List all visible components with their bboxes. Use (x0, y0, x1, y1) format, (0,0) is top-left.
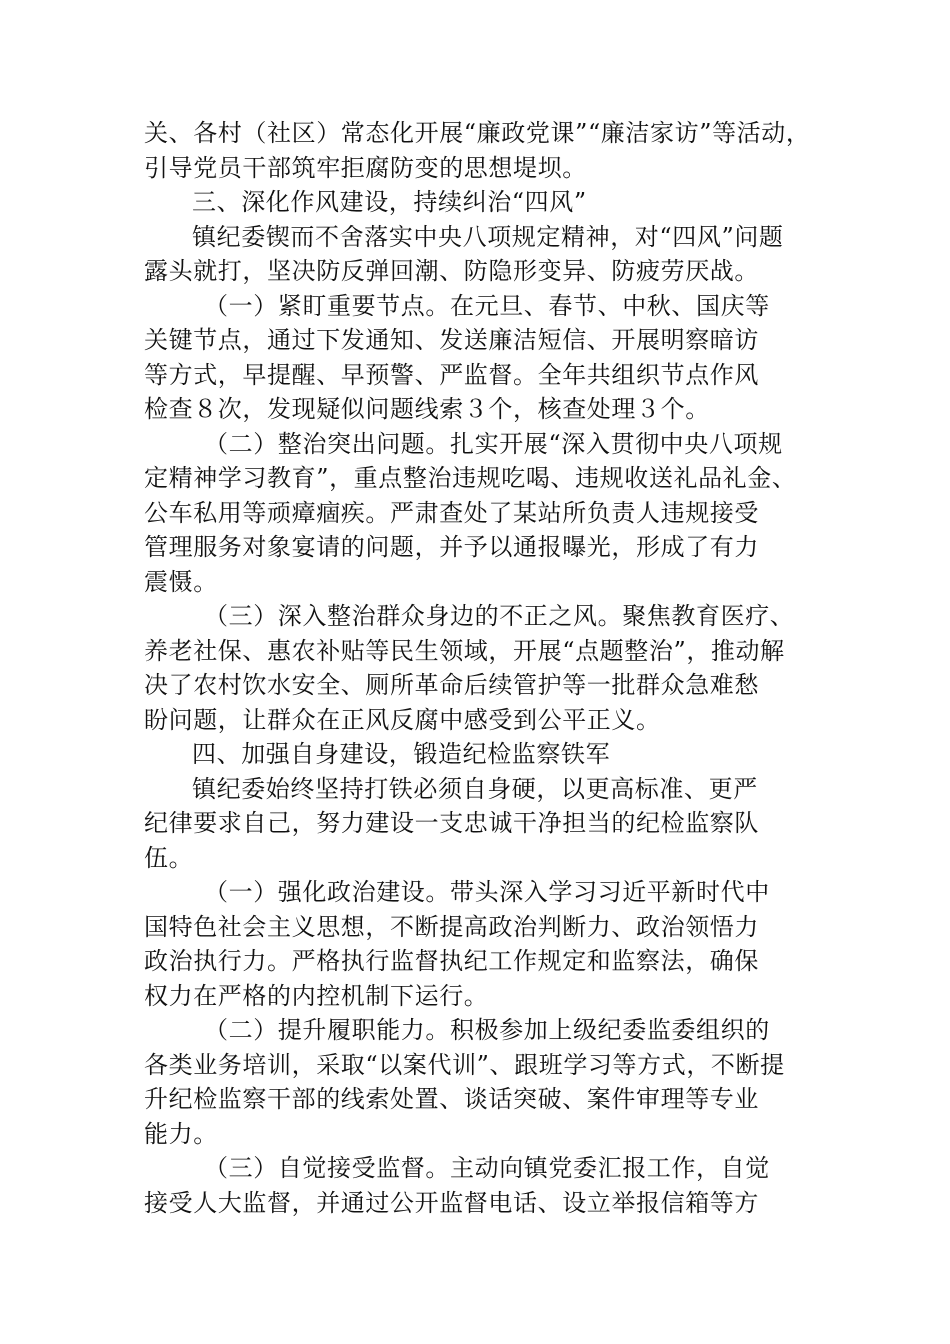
text-line: 关键节点，通过下发通知、发送廉洁短信、开展明察暗访 (144, 326, 759, 354)
text-line: 各类业务培训，采取“以案代训”、跟班学习等方式，不断提 (144, 1050, 785, 1079)
text-line: （三）深入整治群众身边的不正之风。聚焦教育医疗、 (204, 602, 795, 630)
text-line: （一）强化政治建设。带头深入学习习近平新时代中 (204, 878, 770, 906)
text-line: 政治执行力。严格执行监督执纪工作规定和监察法，确保 (144, 947, 759, 975)
text-line: 震慑。 (144, 567, 218, 596)
text-line: 接受人大监督，并通过公开监督电话、设立举报信箱等方 (144, 1188, 759, 1217)
text-line: 镇纪委锲而不舍落实中央八项规定精神，对“四风”问题 (192, 222, 784, 251)
text-line: 能力。 (144, 1119, 218, 1148)
text-line: 养老社保、惠农补贴等民生领域，开展“点题整治”，推动解 (144, 636, 785, 665)
text-line: 盼问题，让群众在正风反腐中感受到公平正义。 (144, 705, 661, 734)
document-page (144, 116, 834, 1220)
text-line: （三）自觉接受监督。主动向镇党委汇报工作，自觉 (204, 1154, 770, 1182)
text-line: 国特色社会主义思想，不断提高政治判断力、政治领悟力 (144, 912, 759, 941)
text-line: 纪律要求自己，努力建设一支忠诚干净担当的纪检监察队 (144, 809, 759, 837)
text-line: 决了农村饮水安全、厕所革命后续管护等一批群众急难愁 (144, 671, 759, 699)
text-line: 等方式，早提醒、早预警、严监督。全年共组织节点作风 (144, 360, 759, 389)
text-line: （二）整治突出问题。扎实开展“深入贯彻中央八项规 (204, 429, 783, 458)
text-line: 引导党员干部筑牢拒腐防变的思想堤坝。 (144, 153, 587, 182)
text-line: 管理服务对象宴请的问题，并予以通报曝光，形成了有力 (144, 533, 759, 561)
text-line: （一）紧盯重要节点。在元旦、春节、中秋、国庆等 (204, 291, 770, 320)
text-line: 检查８次，发现疑似问题线索３个，核查处理３个。 (144, 395, 710, 423)
text-line: 关、各村（社区）常态化开展“廉政党课”“廉洁家访”等活动， (144, 119, 811, 147)
text-line: 权力在严格的内控机制下运行。 (144, 981, 489, 1010)
text-line: 露头就打，坚决防反弹回潮、防隐形变异、防疲劳厌战。 (144, 257, 759, 285)
text-line: 公车私用等顽瘴痼疾。严肃查处了某站所负责人违规接受 (144, 498, 759, 527)
text-line: 镇纪委始终坚持打铁必须自身硬，以更高标准、更严 (192, 774, 758, 803)
text-line: 定精神学习教育”，重点整治违规吃喝、违规收送礼品礼金、 (144, 464, 797, 492)
text-line: （二）提升履职能力。积极参加上级纪委监委组织的 (204, 1016, 770, 1044)
text-line: 伍。 (144, 843, 194, 872)
text-line: 四、加强自身建设，锻造纪检监察铁军 (192, 740, 611, 768)
text-line: 升纪检监察干部的线索处置、谈话突破、案件审理等专业 (144, 1085, 759, 1113)
text-line: 三、深化作风建设，持续纠治“四风” (192, 188, 587, 216)
